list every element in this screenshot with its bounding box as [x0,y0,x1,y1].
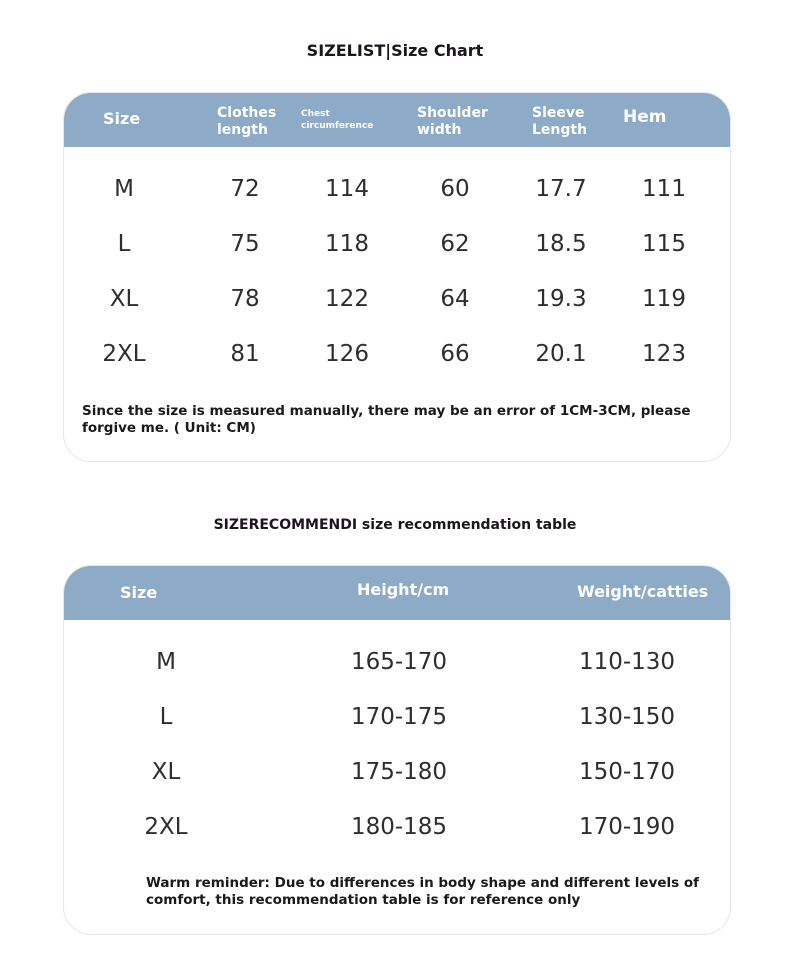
size-chart-row-2xl-size: 2XL [102,341,146,367]
recommendation-note: Warm reminder: Due to differences in body shape and different levels of comfort, this recommendation table is for reference only [146,875,700,908]
size-chart-row-2xl-chest: 126 [325,341,369,367]
size-chart-row-l-sleeve: 18.5 [535,231,587,257]
header-hem: Hem [623,107,667,127]
rec-row-m-weight: 110-130 [578,649,676,675]
recommendation-table [63,565,731,935]
header-shoulder-width: Shoulder width [417,105,488,138]
size-chart-row-2xl-shoulder: 66 [440,341,470,367]
rec-row-xl-height: 175-180 [350,759,448,785]
header-weight: Weight/catties [577,582,709,601]
rec-row-2xl-weight: 170-190 [578,814,676,840]
recommendation-title: SIZERECOMMENDI size recommendation table [213,517,577,533]
size-chart-row-xl-chest: 122 [325,286,369,312]
header-sleeve-length: Sleeve Length [532,105,588,138]
rec-row-l-weight: 130-150 [578,704,676,730]
size-chart-row-m-size: M [114,176,134,202]
recommendation-header [64,566,731,620]
size-chart-row-l-size: L [117,231,131,257]
header-size: Size [103,109,141,128]
rec-row-m-size: M [156,649,176,675]
size-chart-table [63,92,731,462]
size-chart-title: SIZELIST|Size Chart [306,41,484,60]
size-chart-row-l-chest: 118 [325,231,369,257]
size-chart-row-l-hem: 115 [642,231,686,257]
rec-row-xl-weight: 150-170 [578,759,676,785]
size-chart-row-m-hem: 111 [642,176,686,202]
size-chart-header [64,93,731,147]
header-clothes-length: Clothes length [217,105,277,138]
size-chart-row-m-chest: 114 [325,176,369,202]
size-chart-row-xl-sleeve: 19.3 [535,286,587,312]
size-chart-row-2xl-length: 81 [230,341,260,367]
rec-row-xl-size: XL [151,759,181,785]
size-chart-row-m-shoulder: 60 [440,176,470,202]
rec-row-l-height: 170-175 [350,704,448,730]
size-chart-row-2xl-hem: 123 [642,341,686,367]
size-chart-row-2xl-sleeve: 20.1 [535,341,587,367]
rec-row-2xl-size: 2XL [144,814,188,840]
size-chart-row-xl-hem: 119 [642,286,686,312]
size-chart-row-m-sleeve: 17.7 [535,176,587,202]
rec-row-2xl-height: 180-185 [350,814,448,840]
rec-row-m-height: 165-170 [350,649,448,675]
rec-row-l-size: L [159,704,173,730]
size-chart-row-m-length: 72 [230,176,260,202]
size-chart-row-xl-size: XL [109,286,139,312]
header-chest-circumference: Chest circumference [301,109,374,131]
size-chart-note: Since the size is measured manually, there may be an error of 1CM-3CM, please forgive me. ( Unit: CM) [82,403,691,436]
size-chart-row-l-shoulder: 62 [440,231,470,257]
size-chart-row-l-length: 75 [230,231,260,257]
header-height: Height/cm [357,580,450,599]
size-chart-row-xl-length: 78 [230,286,260,312]
size-chart-row-xl-shoulder: 64 [440,286,470,312]
header-rec-size: Size [120,583,158,602]
